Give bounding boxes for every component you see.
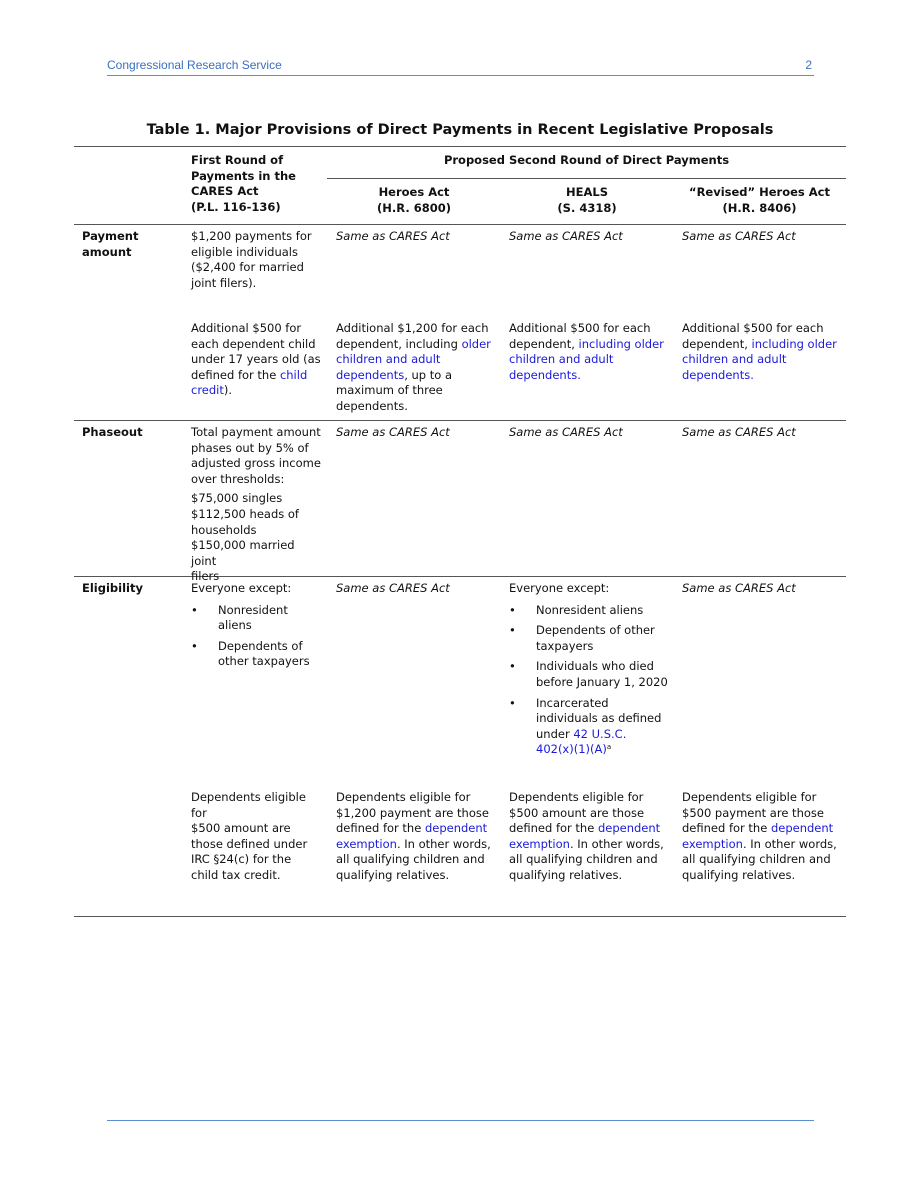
table-title: Table 1. Major Provisions of Direct Payments in Recent Legislative Proposals xyxy=(146,122,774,138)
payment-heals-cell: Same as CARES Act xyxy=(509,229,623,243)
eligibility-heals-cell: Everyone except: • Nonresident aliens • Dependents of other taxpayers • Individuals who died before January 1, 2020 • Incarcerated individuals as defined under 42 U.S.C. $402(x)(1)(A)^a$ xyxy=(509,581,668,757)
bullet-icon: • xyxy=(509,602,516,617)
revised-dependent-exemption-link-cont[interactable]: exemption xyxy=(682,836,743,851)
bullet-icon: • xyxy=(509,623,516,638)
dependent-payment-heals-cell: Additional $500 for each dependent, including older children and adult dependents. xyxy=(509,321,664,382)
revised-older-children-link-end[interactable]: dependents. xyxy=(682,367,754,382)
col-header-revised-heroes: “Revised” Heroes Act (H.R. 8406) xyxy=(689,185,830,215)
list-item: • Individuals who died before January 1, 2020 xyxy=(509,659,668,689)
older-children-link-end[interactable]: dependents xyxy=(336,367,405,382)
heals-dependent-exemption-link-cont[interactable]: exemption xyxy=(509,836,570,851)
child-credit-link-cont[interactable]: credit xyxy=(191,383,224,398)
bullet-icon: • xyxy=(509,659,516,674)
phaseout-cares-cell: Total payment amount phases out by 5% of adjusted gross income over thresholds: $75,000 singles $112,500 heads of households $150,000 married joint filers xyxy=(191,425,321,584)
usc-link[interactable]: 42 U.S.C. xyxy=(573,726,627,741)
heals-dependent-exemption-link[interactable]: dependent xyxy=(597,821,661,836)
eligible-dependents-heroes-cell: Dependents eligible for $1,200 payment are those defined for the dependent exemption. In other words, all qualifying children and qualifying relatives. xyxy=(336,790,491,882)
revised-older-children-link-cont[interactable]: children and adult xyxy=(682,352,787,367)
payment-heroes-cell: Same as CARES Act xyxy=(336,229,450,243)
heals-older-children-link-cont[interactable]: children and adult xyxy=(509,352,614,367)
child-credit-link[interactable]: child xyxy=(279,367,308,382)
list-item: • Dependents of other taxpayers xyxy=(191,638,310,669)
phaseout-heroes-cell: Same as CARES Act xyxy=(336,425,450,439)
list-item: • Nonresident aliens xyxy=(509,602,644,617)
row-rule-eligibility xyxy=(74,576,846,577)
heals-older-children-link-end[interactable]: dependents. xyxy=(509,367,581,382)
usc-link-cont[interactable]: 402(x)(1)(A) xyxy=(536,742,607,757)
phaseout-revised-cell: Same as CARES Act xyxy=(682,425,796,439)
bullet-icon: • xyxy=(191,602,198,617)
dependent-payment-revised-cell: Additional $500 for each dependent, including older children and adult dependents. xyxy=(682,321,837,382)
payment-revised-cell: Same as CARES Act xyxy=(682,229,796,243)
eligible-dependents-cares-cell: Dependents eligible for $500 amount are those defined under IRC §24(c) for the child tax credit. xyxy=(191,790,308,882)
dependent-payment-heroes-cell: Additional $1,200 for each dependent, including older children and adult dependents, up to a maximum of three dependents. xyxy=(336,321,491,413)
header-bottom-rule xyxy=(74,224,846,225)
row-label-phaseout: Phaseout xyxy=(82,425,143,439)
older-children-link-cont[interactable]: children and adult xyxy=(336,352,441,367)
row-label-eligibility: Eligibility xyxy=(82,581,143,595)
col-header-heals: HEALS (S. 4318) xyxy=(557,185,617,215)
eligibility-revised-cell: Same as CARES Act xyxy=(682,581,796,595)
row-label-payment-amount: Payment amount xyxy=(82,229,139,259)
dependent-payment-cares-cell: Additional $500 for each dependent child under 17 years old (as defined for the child credit). xyxy=(191,321,321,398)
group-header-second-round: Proposed Second Round of Direct Payments xyxy=(443,153,730,167)
row-rule-phaseout xyxy=(74,420,846,421)
eligible-dependents-revised-cell: Dependents eligible for $500 payment are those defined for the dependent exemption. In other words, all qualifying children and qualifying relatives. xyxy=(682,790,837,882)
list-item: • Nonresident aliens xyxy=(191,602,288,633)
revised-dependent-exemption-link[interactable]: dependent xyxy=(770,821,834,836)
payment-cares-cell: $1,200 payments for eligible individuals ($2,400 for married joint filers). xyxy=(191,229,312,290)
table-top-rule xyxy=(74,146,846,147)
revised-older-children-link[interactable]: including older xyxy=(751,336,837,351)
group-header-rule xyxy=(327,178,846,179)
older-children-link[interactable]: older xyxy=(461,336,491,351)
list-item: • Dependents of other taxpayers xyxy=(509,623,655,653)
bullet-icon: • xyxy=(191,638,198,653)
phaseout-heals-cell: Same as CARES Act xyxy=(509,425,623,439)
col-header-heroes: Heroes Act (H.R. 6800) xyxy=(377,185,451,215)
eligible-dependents-heals-cell: Dependents eligible for $500 amount are those defined for the dependent exemption. In other words, all qualifying children and qualifying relatives. xyxy=(509,790,664,882)
dependent-exemption-link-cont[interactable]: exemption xyxy=(336,836,397,851)
bullet-icon: • xyxy=(509,695,516,710)
list-item: • Incarcerated individuals as defined under 42 U.S.C. $402(x)(1)(A)^a$ xyxy=(509,695,662,757)
heals-older-children-link[interactable]: including older xyxy=(578,336,664,351)
table-bottom-rule xyxy=(74,916,846,917)
dependent-exemption-link[interactable]: dependent xyxy=(424,821,488,836)
col-header-cares: First Round of Payments in the CARES Act (P.L. 116-136) xyxy=(191,153,296,214)
header-org-name: Congressional Research Service xyxy=(107,58,282,72)
header-page-number: 2 xyxy=(805,58,812,72)
page-header xyxy=(107,58,814,76)
eligibility-heroes-cell: Same as CARES Act xyxy=(336,581,450,595)
eligibility-cares-cell: Everyone except: • Nonresident aliens • Dependents of other taxpayers xyxy=(191,581,323,675)
footnote-marker[interactable]: a xyxy=(606,743,612,752)
page-footer-rule xyxy=(107,1120,814,1121)
